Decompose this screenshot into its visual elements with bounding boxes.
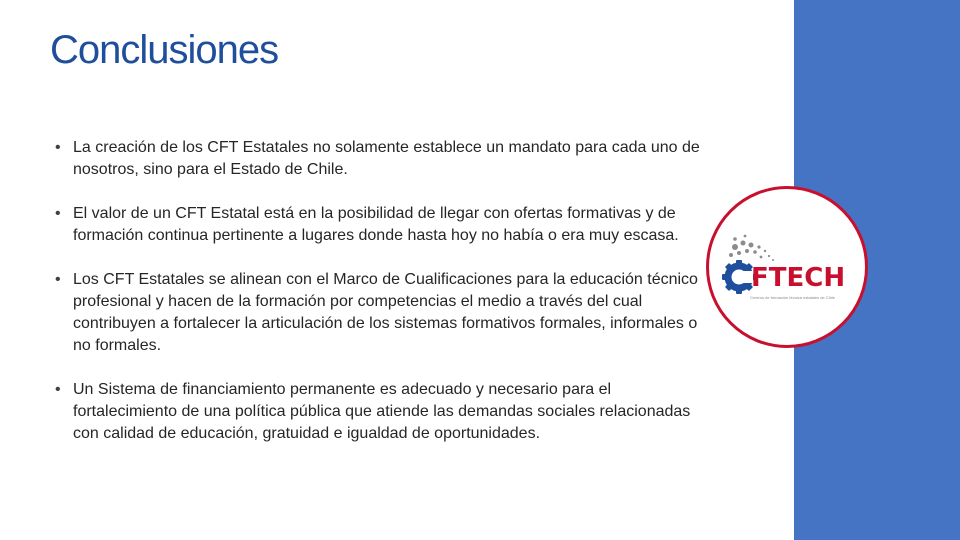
logo-tagline: Centros de formación técnica estatales de Chile <box>750 295 835 300</box>
logo-wordmark: FTECH <box>751 263 846 293</box>
slide-title: Conclusiones <box>50 28 279 72</box>
bullet-item: • El valor de un CFT Estatal está en la posibilidad de llegar con ofertas formativas y de formación continua pertinente a lugares donde hasta hoy no había o era muy escasa. <box>54 203 704 247</box>
bullet-list <box>54 137 704 467</box>
bullet-item: • Un Sistema de financiamiento permanente es adecuado y necesario para el fortalecimiento de una política pública que atiende las demandas sociales relacionadas con calidad de educación, gratuidad e igualdad de oportunidades. <box>54 379 704 445</box>
bullet-item: • Los CFT Estatales se alinean con el Marco de Cualificaciones para la educación técnico profesional y hacen de la formación por competencias el medio a través del cual contribuyen a fortalecer la articulación de los sistemas formativos formales, informales o no formales. <box>54 269 704 357</box>
cftech-logo <box>706 186 868 348</box>
bullet-item: • La creación de los CFT Estatales no solamente establece un mandato para cada uno de nosotros, sino para el Estado de Chile. <box>54 137 704 181</box>
